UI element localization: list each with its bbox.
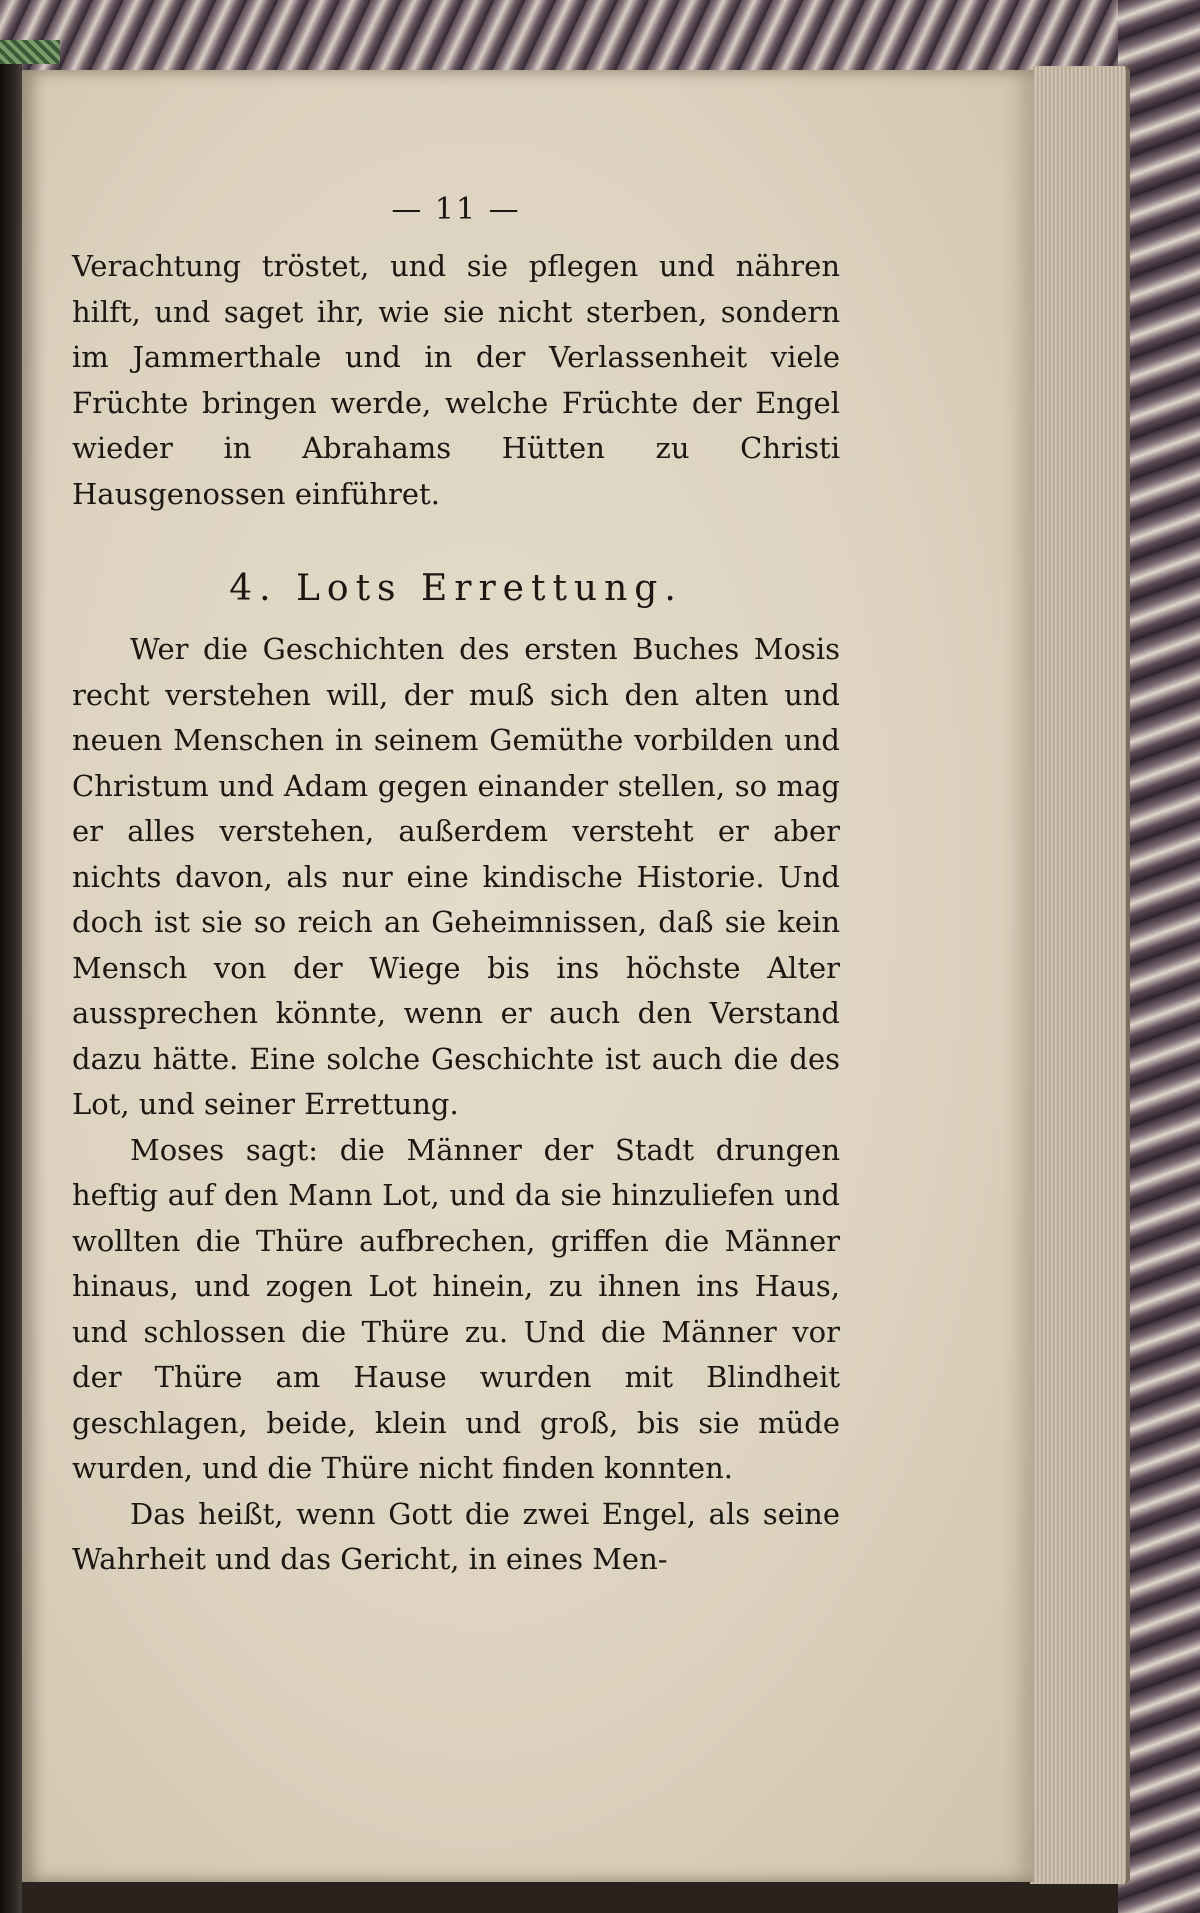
page-text (72, 190, 840, 1583)
section-heading: 4. Lots Errettung. (229, 568, 683, 609)
marbled-cover-top (0, 0, 1200, 70)
paragraph-3: Das heißt, wenn Gott die zwei Engel, als seine Wahrheit und das Gericht, in eines Men- (72, 1496, 840, 1576)
paragraph-2: Moses sagt: die Männer der Stadt drungen heftig auf den Mann Lot, und da sie hinzuliefen und wollten die Thüre aufbrechen, griffen die Männer hinaus, und zogen Lot hinein, zu ihnen ins Haus, und schlossen die Thüre zu. Und die Männer vor der Thüre am Hause wurden mit Blindheit geschlagen, beide, klein und groß, bis sie müde wurden, und die Thüre nicht finden konnten. (72, 1132, 840, 1485)
continuation-paragraph: Verachtung tröstet, und sie pflegen und nähren hilft, und saget ihr, wie sie nicht sterben, sondern im Jammerthale und in der Verlassenheit viele Früchte bringen werde, welche Früchte der Engel wieder in Abrahams Hütten zu Christi Hausgenossen einführet. (72, 249, 840, 511)
page-edges (1030, 66, 1130, 1884)
book-page (22, 70, 1034, 1882)
book-binding-gutter (0, 40, 22, 1913)
green-spine-band (0, 40, 60, 64)
marbled-cover-right (1118, 0, 1200, 1913)
page-number-header: — 11 — (391, 192, 521, 227)
paragraph-1: Wer die Geschichten des ersten Buches Mosis recht verstehen will, der muß sich den alten und neuen Menschen in seinem Gemüthe vorbilden und Christum und Adam gegen einander stellen, so mag er alles verstehen, außerdem versteht er aber nichts davon, als nur eine kindische Historie. Und doch ist sie so reich an Geheimnissen, daß sie kein Mensch von der Wiege bis ins höchste Alter aussprechen könnte, wenn er auch den Verstand dazu hätte. Eine solche Geschichte ist auch die des Lot, und seiner Errettung. (72, 632, 840, 1121)
